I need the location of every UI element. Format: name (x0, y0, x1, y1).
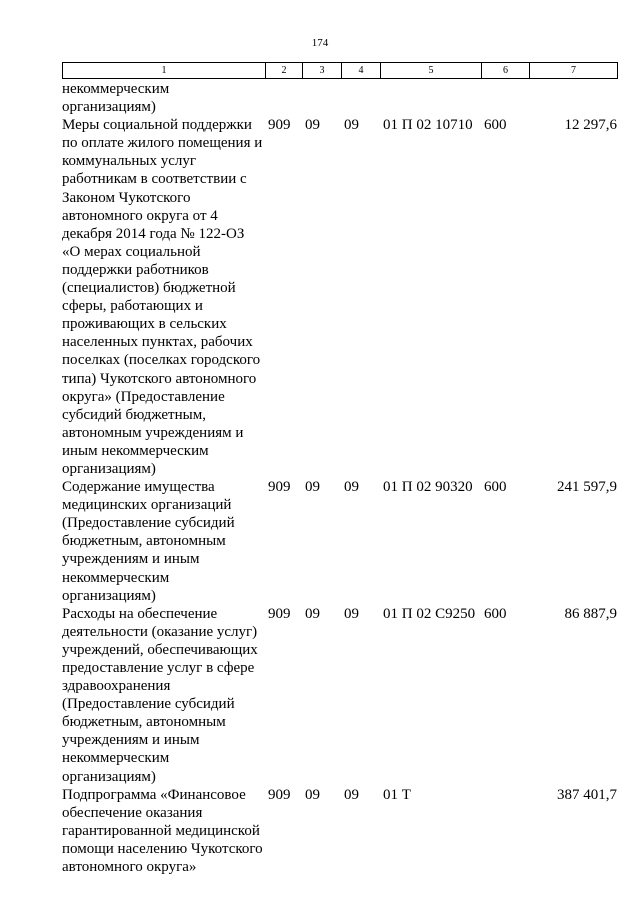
description-line: бюджетным, автономным (62, 533, 226, 550)
column-header-6: 6 (482, 63, 530, 79)
description-line: Содержание имущества (62, 479, 215, 496)
description-line: иным некоммерческим (62, 442, 209, 459)
column-header-5: 5 (381, 63, 482, 79)
description-line: (специалистов) бюджетной (62, 280, 236, 297)
column-header-table (62, 62, 618, 79)
description-line: типа) Чукотского автономного (62, 370, 257, 387)
description-line: здравоохранения (62, 678, 171, 695)
description-line: поселках (поселках городского (62, 352, 261, 369)
cell-c4: 09 (344, 479, 359, 496)
cell-c4: 09 (344, 117, 359, 134)
description-line: предоставление услуг в сфере (62, 660, 255, 676)
description-line: организациям) (62, 99, 156, 116)
cell-c5: 01 П 02 С9250 (383, 605, 476, 622)
description-line: сферы, работающих и (62, 298, 203, 315)
description-line: по оплате жилого помещения и (62, 135, 263, 152)
cell-c3: 09 (305, 479, 320, 496)
cell-c7: 86 887,9 (564, 605, 617, 622)
cell-c2: 909 (268, 605, 291, 622)
row-description (62, 605, 265, 786)
description-line: учреждениям и иным (62, 551, 200, 568)
description-line: поддержки работников (62, 261, 209, 278)
cell-c7: 12 297,6 (564, 117, 617, 134)
cell-c4: 09 (344, 786, 359, 803)
cell-c7: 241 597,9 (557, 479, 617, 496)
description-line: учреждений, обеспечивающих (62, 641, 258, 658)
description-line: организациям) (62, 460, 156, 477)
cell-c5: 01 Т (383, 786, 411, 803)
description-line: «О мерах социальной (62, 243, 201, 260)
description-line: бюджетным, автономным (62, 714, 226, 731)
description-line: деятельности (оказание услуг) (62, 623, 258, 640)
description-line: коммунальных услуг (62, 153, 197, 170)
cell-c3: 09 (305, 605, 320, 622)
description-line: автономным учреждениям и (62, 424, 244, 441)
column-header-1: 1 (63, 63, 266, 79)
row-description (62, 116, 265, 478)
description-line: некоммерческим (62, 750, 170, 767)
description-line: Подпрограмма «Финансовое (62, 786, 246, 803)
description-line: (Предоставление субсидий (62, 515, 235, 532)
description-line: обеспечение оказания (62, 804, 203, 821)
cell-c3: 09 (305, 117, 320, 134)
cell-c6: 600 (484, 605, 507, 622)
cell-c6: 600 (484, 117, 507, 134)
table-row (62, 116, 622, 478)
column-header-7: 7 (530, 63, 618, 79)
description-line: организациям) (62, 587, 156, 604)
description-line: проживающих в сельских (62, 316, 227, 333)
description-line: автономного округа» (62, 859, 197, 876)
description-line: Меры социальной поддержки (62, 117, 252, 134)
budget-table-body (62, 80, 622, 876)
column-header-2: 2 (266, 63, 303, 79)
description-line: автономного округа от 4 (62, 207, 218, 224)
table-row (62, 605, 622, 786)
description-line: некоммерческим (62, 569, 170, 586)
description-line: учреждениям и иным (62, 732, 200, 749)
cell-c5: 01 П 02 90320 (383, 479, 473, 496)
cell-c7: 387 401,7 (557, 786, 617, 803)
description-line: медицинских организаций (62, 497, 232, 514)
description-line: субсидий бюджетным, (62, 406, 206, 423)
description-line: округа» (Предоставление (62, 388, 225, 405)
cell-c4: 09 (344, 605, 359, 622)
description-line: Расходы на обеспечение (62, 605, 218, 622)
description-line: гарантированной медицинской (62, 822, 260, 839)
description-line: населенных пунктах, рабочих (62, 334, 253, 351)
row-description (62, 786, 265, 876)
description-line: Законом Чукотского (62, 189, 191, 206)
column-header-4: 4 (342, 63, 381, 79)
table-row (62, 80, 622, 116)
cell-c3: 09 (305, 786, 320, 803)
description-line: некоммерческим (62, 81, 170, 97)
description-line: (Предоставление субсидий (62, 696, 235, 713)
column-header-3: 3 (303, 63, 342, 79)
cell-c5: 01 П 02 10710 (383, 117, 473, 134)
row-description (62, 478, 265, 605)
cell-c2: 909 (268, 479, 291, 496)
table-row (62, 478, 622, 605)
page-number: 174 (311, 37, 329, 49)
row-description (62, 80, 265, 116)
description-line: работникам в соответствии с (62, 171, 247, 188)
table-row (62, 786, 622, 876)
cell-c6: 600 (484, 479, 507, 496)
description-line: помощи населению Чукотского (62, 840, 263, 857)
cell-c2: 909 (268, 117, 291, 134)
description-line: декабря 2014 года № 122-ОЗ (62, 225, 245, 242)
description-line: организациям) (62, 768, 156, 785)
cell-c2: 909 (268, 786, 291, 803)
